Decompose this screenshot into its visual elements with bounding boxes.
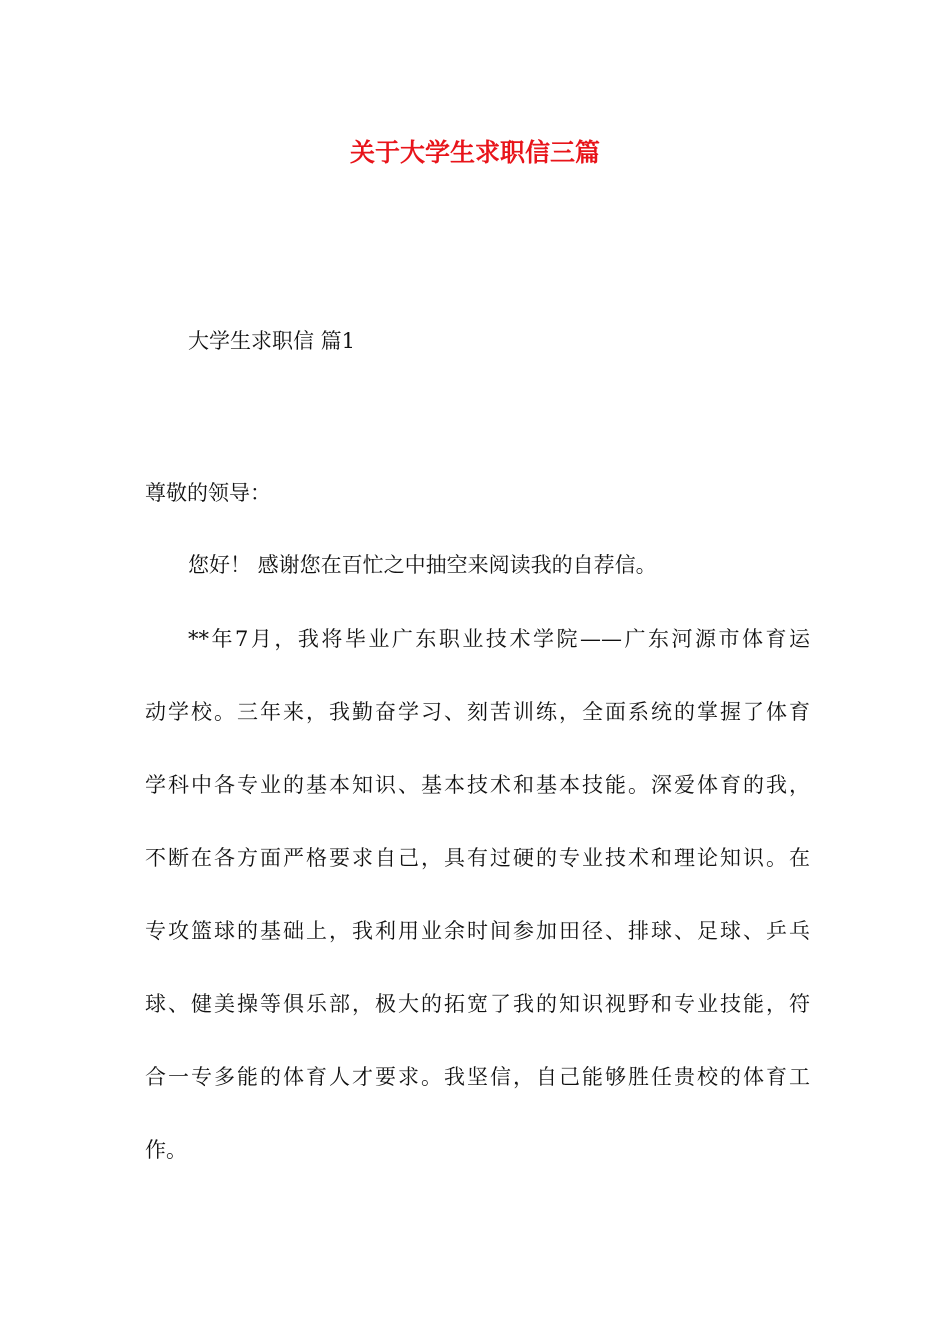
body-paragraph	[145, 624, 810, 1208]
paragraph-line: 动学校。三年来，我勤奋学习、刻苦训练，全面系统的掌握了体育	[145, 700, 810, 724]
paragraph-line: 专攻篮球的基础上，我利用业余时间参加田径、排球、足球、乒乓	[145, 919, 810, 943]
paragraph-line: 合一专多能的体育人才要求。我坚信，自己能够胜任贵校的体育工	[145, 1065, 810, 1089]
paragraph-line: 不断在各方面严格要求自己，具有过硬的专业技术和理论知识。在	[145, 846, 810, 870]
greeting-line: 您好！ 感谢您在百忙之中抽空来阅读我的自荐信。	[188, 553, 657, 577]
paragraph-line: 作。	[145, 1138, 187, 1162]
paragraph-line: 学科中各专业的基本知识、基本技术和基本技能。深爱体育的我，	[145, 773, 810, 797]
section-heading: 大学生求职信 篇1	[188, 329, 356, 353]
paragraph-line: 球、健美操等俱乐部，极大的拓宽了我的知识视野和专业技能，符	[145, 992, 810, 1016]
salutation: 尊敬的领导：	[145, 481, 271, 505]
paragraph-line: **年7月，我将毕业广东职业技术学院——广东河源市体育运	[188, 627, 810, 651]
document-title: 关于大学生求职信三篇	[349, 138, 600, 167]
